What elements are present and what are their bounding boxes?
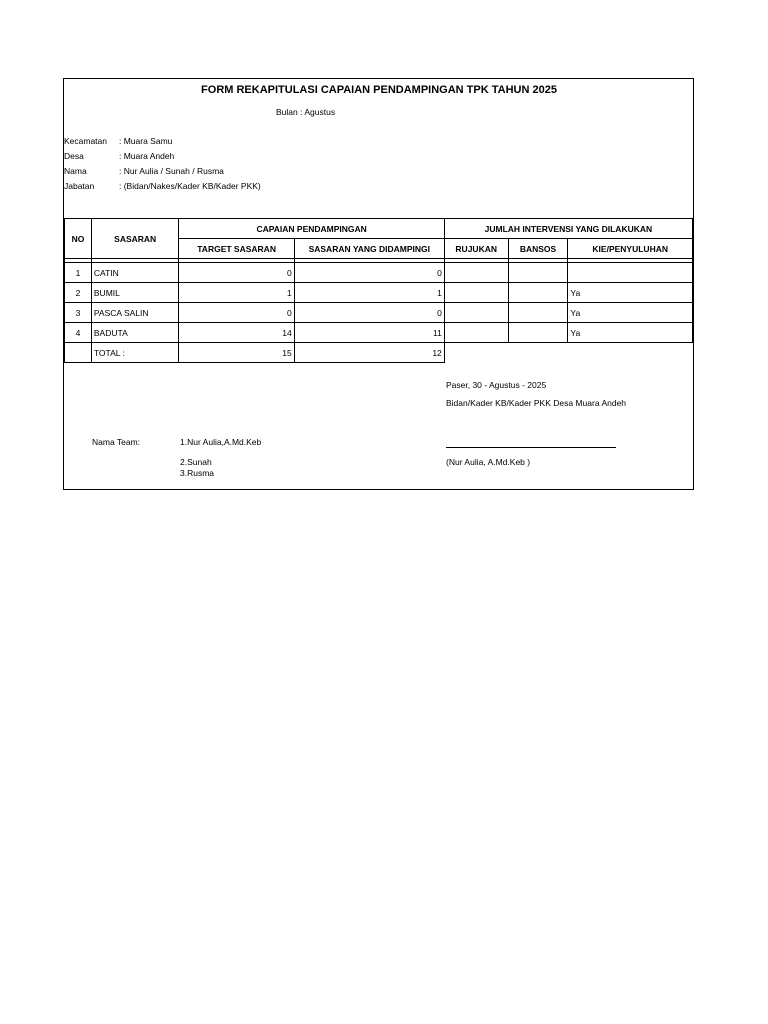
row-kie: Ya — [568, 323, 693, 343]
team-member-2: 2.Sunah — [180, 457, 212, 467]
row-sasaran: CATIN — [91, 263, 179, 283]
row-no: 2 — [65, 283, 92, 303]
row-sasaran: PASCA SALIN — [91, 303, 179, 323]
row-target: 1 — [179, 283, 294, 303]
form-title: FORM REKAPITULASI CAPAIAN PENDAMPINGAN TPK TAHUN 2025 — [201, 84, 557, 96]
info-label-kecamatan: Kecamatan — [64, 136, 107, 146]
header-didampingi: SASARAN YANG DIDAMPINGI — [294, 239, 444, 259]
info-label-jabatan: Jabatan — [64, 181, 95, 191]
month-label: Bulan : Agustus — [276, 107, 336, 117]
row-bansos — [508, 323, 568, 343]
info-value-jabatan: : (Bidan/Nakes/Kader KB/Kader PKK) — [119, 181, 261, 191]
table-row — [65, 323, 693, 343]
row-bansos — [508, 303, 568, 323]
info-value-nama: : Nur Aulia / Sunah / Rusma — [119, 166, 224, 176]
header-no: NO — [65, 219, 92, 259]
row-bansos — [508, 263, 568, 283]
row-didampingi: 1 — [294, 283, 444, 303]
info-value-desa: : Muara Andeh — [119, 151, 175, 161]
header-bansos: BANSOS — [508, 239, 568, 259]
row-no: 4 — [65, 323, 92, 343]
row-target: 14 — [179, 323, 294, 343]
signature-name: (Nur Aulia, A.Md.Keb ) — [446, 457, 531, 467]
info-label-desa: Desa — [64, 151, 84, 161]
rekap-table — [64, 218, 693, 363]
row-no: 1 — [65, 263, 92, 283]
signer-role: Bidan/Kader KB/Kader PKK Desa Muara Andeh — [446, 398, 627, 408]
header-rujukan: RUJUKAN — [444, 239, 508, 259]
table-row — [65, 283, 693, 303]
info-value-kecamatan: : Muara Samu — [119, 136, 173, 146]
team-member-1: 1.Nur Aulia,A.Md.Keb — [180, 437, 262, 447]
row-kie: Ya — [568, 283, 693, 303]
row-didampingi: 11 — [294, 323, 444, 343]
row-didampingi: 0 — [294, 263, 444, 283]
row-didampingi: 0 — [294, 303, 444, 323]
row-bansos — [508, 283, 568, 303]
row-sasaran: BUMIL — [91, 283, 179, 303]
row-kie — [568, 263, 693, 283]
table-row — [65, 263, 693, 283]
total-label: TOTAL : — [91, 343, 179, 363]
header-target: TARGET SASARAN — [179, 239, 294, 259]
total-no-cell — [65, 343, 92, 363]
team-label: Nama Team: — [92, 437, 141, 447]
row-rujukan — [444, 303, 508, 323]
header-intervensi: JUMLAH INTERVENSI YANG DILAKUKAN — [444, 219, 692, 239]
info-label-nama: Nama — [64, 166, 87, 176]
row-target: 0 — [179, 303, 294, 323]
row-rujukan — [444, 263, 508, 283]
total-didampingi: 12 — [294, 343, 444, 363]
report-form — [63, 78, 694, 490]
place-date: Paser, 30 - Agustus - 2025 — [446, 380, 547, 390]
header-capaian: CAPAIAN PENDAMPINGAN — [179, 219, 444, 239]
row-rujukan — [444, 283, 508, 303]
row-no: 3 — [65, 303, 92, 323]
total-row — [65, 343, 693, 363]
team-member-3: 3.Rusma — [180, 468, 215, 478]
header-kie: KIE/PENYULUHAN — [568, 239, 693, 259]
signature-line — [446, 447, 616, 448]
table-row — [65, 303, 693, 323]
total-target: 15 — [179, 343, 294, 363]
row-target: 0 — [179, 263, 294, 283]
row-sasaran: BADUTA — [91, 323, 179, 343]
row-kie: Ya — [568, 303, 693, 323]
header-sasaran: SASARAN — [91, 219, 179, 259]
row-rujukan — [444, 323, 508, 343]
